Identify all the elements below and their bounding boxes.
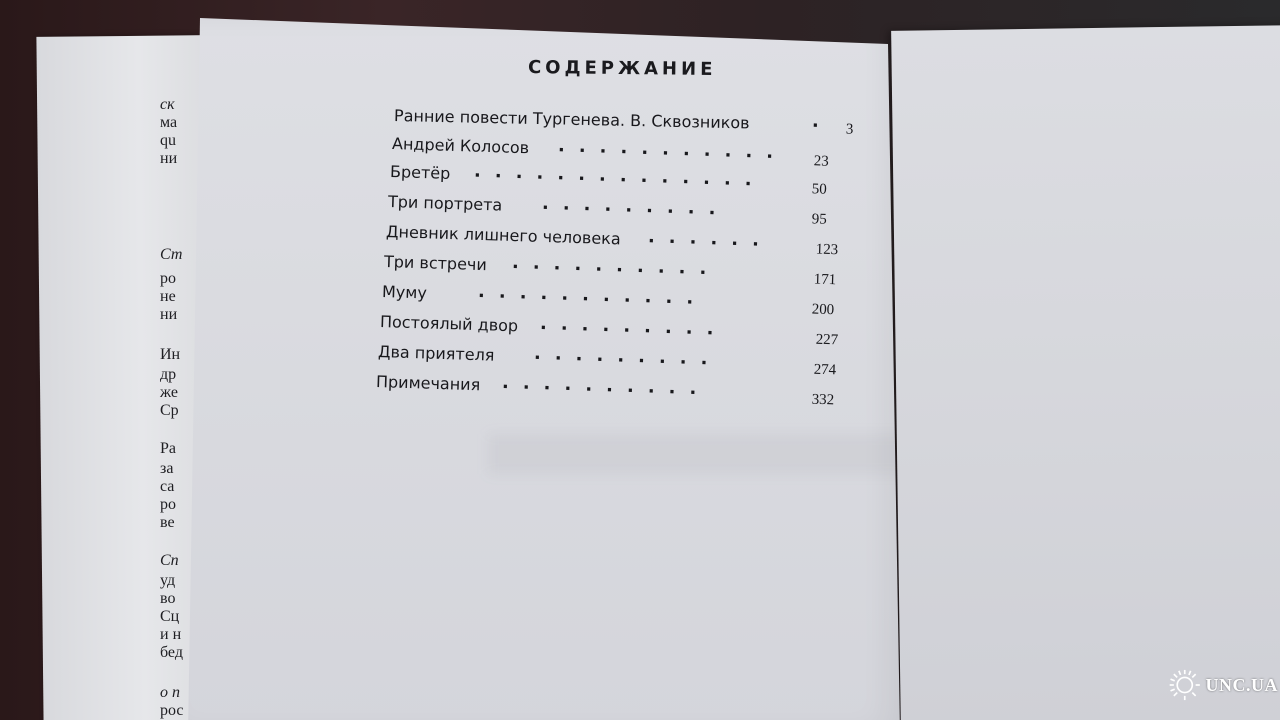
leader-dots: .............. bbox=[473, 160, 767, 191]
leader-dots: ...... bbox=[647, 226, 774, 252]
toc-entry-page: 123 bbox=[815, 241, 839, 259]
toc-entry bbox=[383, 252, 837, 289]
sun-logo-icon bbox=[1168, 665, 1202, 705]
toc-entry-page: 200 bbox=[811, 301, 835, 319]
toc-entry bbox=[375, 371, 835, 409]
toc-entry-label: Ранние повести Тургенева. В. Сквозников bbox=[393, 106, 750, 133]
toc-entry-page: 95 bbox=[811, 211, 827, 228]
leader-dots: ......... bbox=[539, 313, 728, 340]
toc-entry-label: Три встречи bbox=[383, 252, 488, 275]
toc-entry-page: 50 bbox=[811, 181, 827, 198]
toc-entry-page: 227 bbox=[815, 331, 839, 349]
toc-entry-label: Муму bbox=[381, 282, 428, 303]
toc-entry bbox=[385, 222, 839, 259]
toc-entry-label: Андрей Колосов bbox=[391, 134, 530, 158]
toc-entry bbox=[391, 134, 829, 170]
toc-entry-label: Бретёр bbox=[389, 162, 451, 183]
toc-entry-page: 332 bbox=[811, 391, 835, 409]
toc-entry-label: Примечания bbox=[375, 372, 481, 395]
leader-dots: . bbox=[811, 110, 834, 133]
toc-entry-page: 274 bbox=[813, 361, 837, 379]
toc-title: СОДЕРЖАНИЕ bbox=[527, 57, 717, 80]
leader-dots: ......... bbox=[533, 342, 722, 370]
toc-entry-page: 3 bbox=[845, 121, 854, 138]
leader-dots: ........... bbox=[477, 281, 708, 310]
back-page-text-fragments: ск ма qu ни Ст ро не ни Ин др же Ср Ра за са ро ве Сп уд во Сц и н бед о п рос bbox=[160, 96, 184, 719]
toc-entry-label: Три портрета bbox=[387, 192, 503, 215]
watermark-text: UNC.UA bbox=[1205, 674, 1278, 695]
toc-entry-page: 23 bbox=[813, 153, 829, 170]
toc-entry bbox=[377, 342, 837, 379]
toc-entry-label: Два приятеля bbox=[377, 342, 495, 365]
site-watermark bbox=[1168, 662, 1278, 708]
toc-entry-page: 171 bbox=[813, 271, 837, 289]
toc-entry-label: Дневник лишнего человека bbox=[385, 222, 621, 249]
toc-entry-label: Постоялый двор bbox=[379, 312, 519, 336]
toc-entry bbox=[379, 312, 839, 349]
leader-dots: .......... bbox=[511, 252, 721, 280]
toc-entry bbox=[387, 192, 827, 228]
leader-dots: .......... bbox=[501, 371, 711, 400]
leader-dots: ........... bbox=[557, 135, 788, 164]
toc-entry bbox=[381, 281, 835, 319]
leader-dots: ......... bbox=[541, 192, 730, 220]
